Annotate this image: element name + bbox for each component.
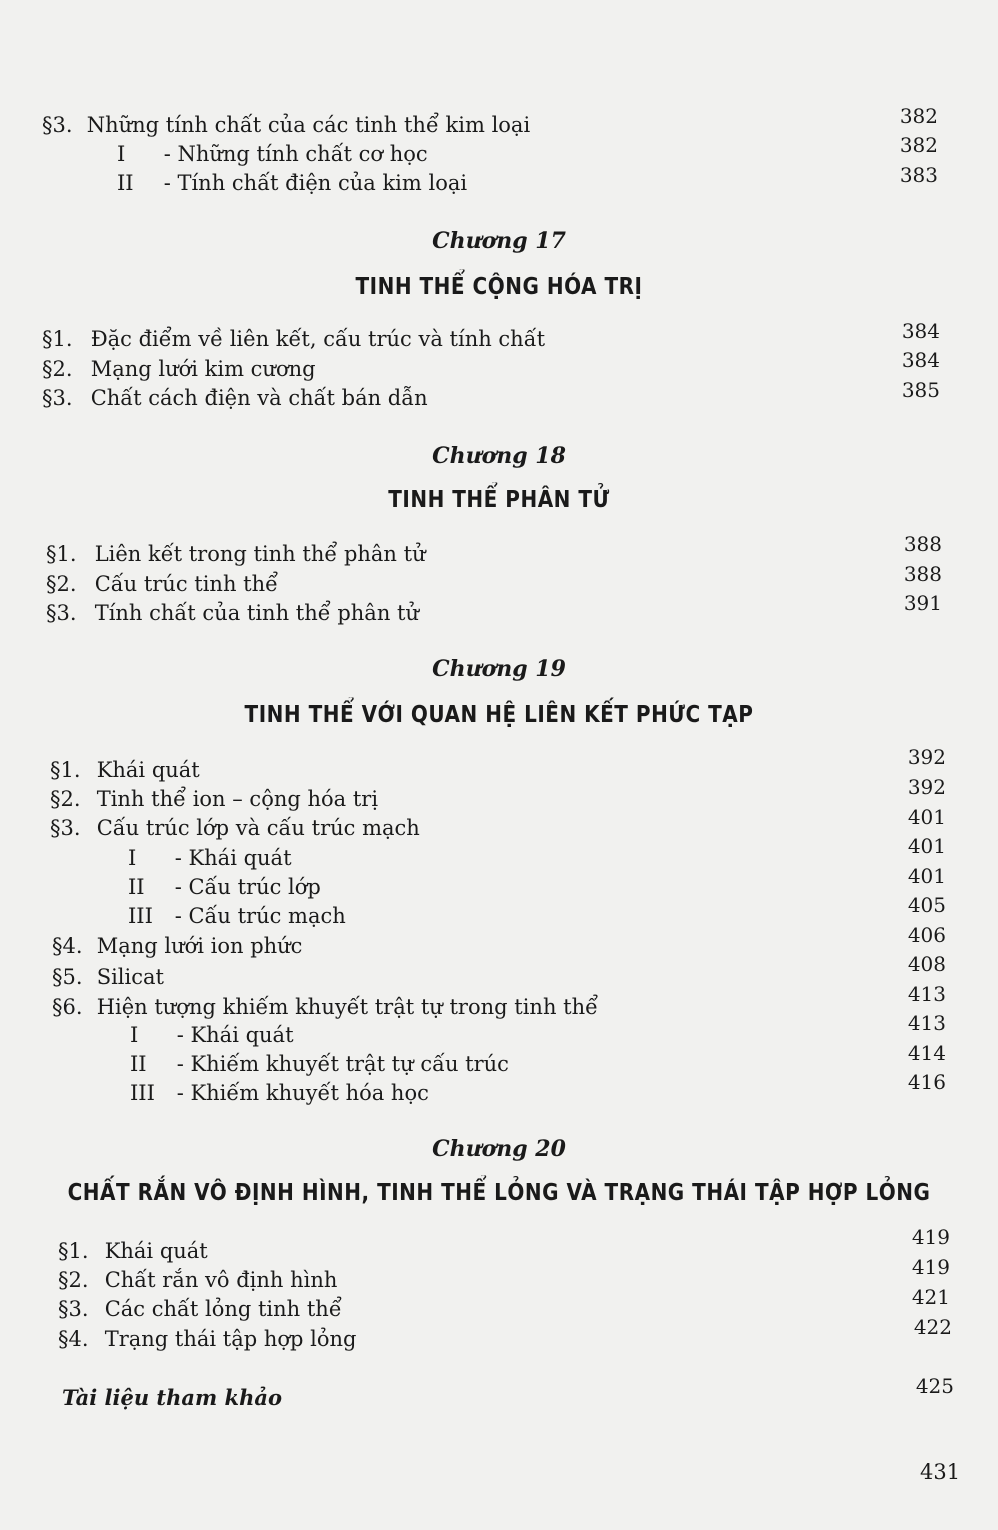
entry-number: §2.: [46, 572, 77, 596]
entry-page: 385: [901, 378, 940, 402]
entry-page: 405: [907, 893, 946, 917]
toc-entry: [42, 385, 428, 411]
toc-entry: [52, 933, 302, 959]
toc-entry: [58, 1267, 337, 1293]
entry-label: Những tính chất của các tinh thể kim loại: [86, 113, 531, 137]
entry-label: Cấu trúc lớp và cấu trúc mạch: [96, 816, 420, 840]
entry-label: Liên kết trong tinh thể phân tử: [94, 542, 426, 566]
toc-entry: [117, 141, 428, 167]
entry-number: III: [130, 1081, 155, 1105]
page-number: 431: [920, 1460, 961, 1484]
chapter-title: CHẤT RẮN VÔ ĐỊNH HÌNH, TINH THỂ LỎNG VÀ TRẠNG THÁI TẬP HỢP LỎNG: [67, 1178, 931, 1206]
entry-page: 416: [907, 1070, 946, 1094]
entry-number: §1.: [46, 542, 77, 566]
toc-entry: [128, 845, 292, 871]
entry-label: - Những tính chất cơ học: [163, 142, 428, 166]
entry-number: §6.: [52, 995, 83, 1019]
entry-label: - Khiếm khuyết hóa học: [176, 1081, 429, 1105]
entry-label: - Cấu trúc lớp: [174, 875, 321, 899]
entry-label: Khái quát: [104, 1239, 208, 1263]
chapter-title: TINH THỂ CỘNG HÓA TRỊ: [355, 272, 643, 300]
entry-page: 384: [901, 348, 940, 372]
entry-page: 408: [907, 952, 946, 976]
entry-page: 413: [907, 982, 946, 1006]
entry-page: 406: [907, 923, 946, 947]
entry-page: 392: [907, 745, 946, 769]
toc-entry: [42, 356, 316, 382]
toc-entry: [128, 874, 321, 900]
entry-number: II: [117, 171, 134, 195]
entry-page: 422: [913, 1315, 952, 1339]
entry-number: II: [128, 875, 145, 899]
chapter-label: Chương 17: [432, 228, 566, 254]
entry-label: - Tính chất điện của kim loại: [163, 171, 468, 195]
toc-entry: [50, 757, 200, 783]
entry-page: 419: [911, 1225, 950, 1249]
toc-entry: [46, 600, 419, 626]
entry-label: Đặc điểm về liên kết, cấu trúc và tính chất: [90, 327, 546, 351]
toc-entry: [52, 964, 164, 990]
entry-label: Khái quát: [96, 758, 200, 782]
entry-label: Tinh thể ion – cộng hóa trị: [96, 787, 379, 811]
toc-entry: [50, 815, 420, 841]
toc-entry: [50, 786, 378, 812]
entry-page: 413: [907, 1011, 946, 1035]
toc-entry: [46, 571, 278, 597]
entry-number: §2.: [42, 357, 73, 381]
entry-page: 388: [903, 562, 942, 586]
entry-page: 421: [911, 1285, 950, 1309]
entry-label: Mạng lưới kim cương: [90, 357, 316, 381]
entry-page: 392: [907, 775, 946, 799]
chapter-label: Chương 19: [432, 656, 566, 682]
toc-entry: [58, 1326, 356, 1352]
entry-label: Các chất lỏng tinh thể: [104, 1297, 342, 1321]
toc-entry: [52, 994, 598, 1020]
entry-label: - Khái quát: [174, 846, 292, 870]
toc-entry: [117, 170, 467, 196]
entry-label: - Cấu trúc mạch: [174, 904, 346, 928]
toc-entry: [42, 112, 530, 138]
entry-page: 382: [899, 133, 938, 157]
entry-label: - Khiếm khuyết trật tự cấu trúc: [176, 1052, 509, 1076]
entry-number: §1.: [50, 758, 81, 782]
toc-entry: [128, 903, 346, 929]
entry-number: §3.: [58, 1297, 89, 1321]
toc-entry: [42, 326, 545, 352]
toc-entry: [130, 1080, 429, 1106]
toc-entry: [58, 1238, 208, 1264]
entry-label: - Khái quát: [176, 1023, 294, 1047]
entry-number: §2.: [58, 1268, 89, 1292]
entry-number: §4.: [58, 1327, 89, 1351]
entry-label: Hiện tượng khiếm khuyết trật tự trong tinh thể: [96, 995, 599, 1019]
entry-page: 401: [907, 805, 946, 829]
entry-number: §1.: [42, 327, 73, 351]
entry-number: §4.: [52, 934, 83, 958]
entry-number: I: [130, 1023, 139, 1047]
entry-label: Cấu trúc tinh thể: [94, 572, 279, 596]
entry-page: 384: [901, 319, 940, 343]
entry-page: 383: [899, 163, 938, 187]
entry-number: §3.: [50, 816, 81, 840]
references-label: Tài liệu tham khảo: [62, 1385, 282, 1410]
entry-page: 414: [907, 1041, 946, 1065]
toc-entry: [46, 541, 426, 567]
entry-label: Chất rắn vô định hình: [104, 1268, 338, 1292]
toc-entry: [58, 1296, 342, 1322]
entry-label: Silicat: [96, 965, 164, 989]
entry-number: §3.: [46, 601, 77, 625]
entry-number: III: [128, 904, 153, 928]
entry-number: §1.: [58, 1239, 89, 1263]
entry-number: §3.: [42, 386, 73, 410]
entry-page: 401: [907, 864, 946, 888]
references-page: 425: [915, 1374, 954, 1398]
entry-label: Chất cách điện và chất bán dẫn: [90, 386, 428, 410]
toc-entry: [130, 1022, 294, 1048]
entry-label: Trạng thái tập hợp lỏng: [104, 1327, 357, 1351]
chapter-title: TINH THỂ VỚI QUAN HỆ LIÊN KẾT PHỨC TẠP: [244, 700, 754, 728]
entry-page: 391: [903, 591, 942, 615]
chapter-title: TINH THỂ PHÂN TỬ: [388, 485, 610, 513]
entry-label: Mạng lưới ion phức: [96, 934, 303, 958]
entry-number: §5.: [52, 965, 83, 989]
entry-page: 401: [907, 834, 946, 858]
entry-page: 419: [911, 1255, 950, 1279]
entry-number: I: [117, 142, 126, 166]
entry-number: §2.: [50, 787, 81, 811]
entry-number: I: [128, 846, 137, 870]
entry-number: II: [130, 1052, 147, 1076]
entry-label: Tính chất của tinh thể phân tử: [94, 601, 419, 625]
entry-page: 388: [903, 532, 942, 556]
chapter-label: Chương 20: [432, 1136, 566, 1162]
entry-number: §3.: [42, 113, 73, 137]
chapter-label: Chương 18: [432, 443, 566, 469]
toc-entry: [130, 1051, 509, 1077]
entry-page: 382: [899, 104, 938, 128]
